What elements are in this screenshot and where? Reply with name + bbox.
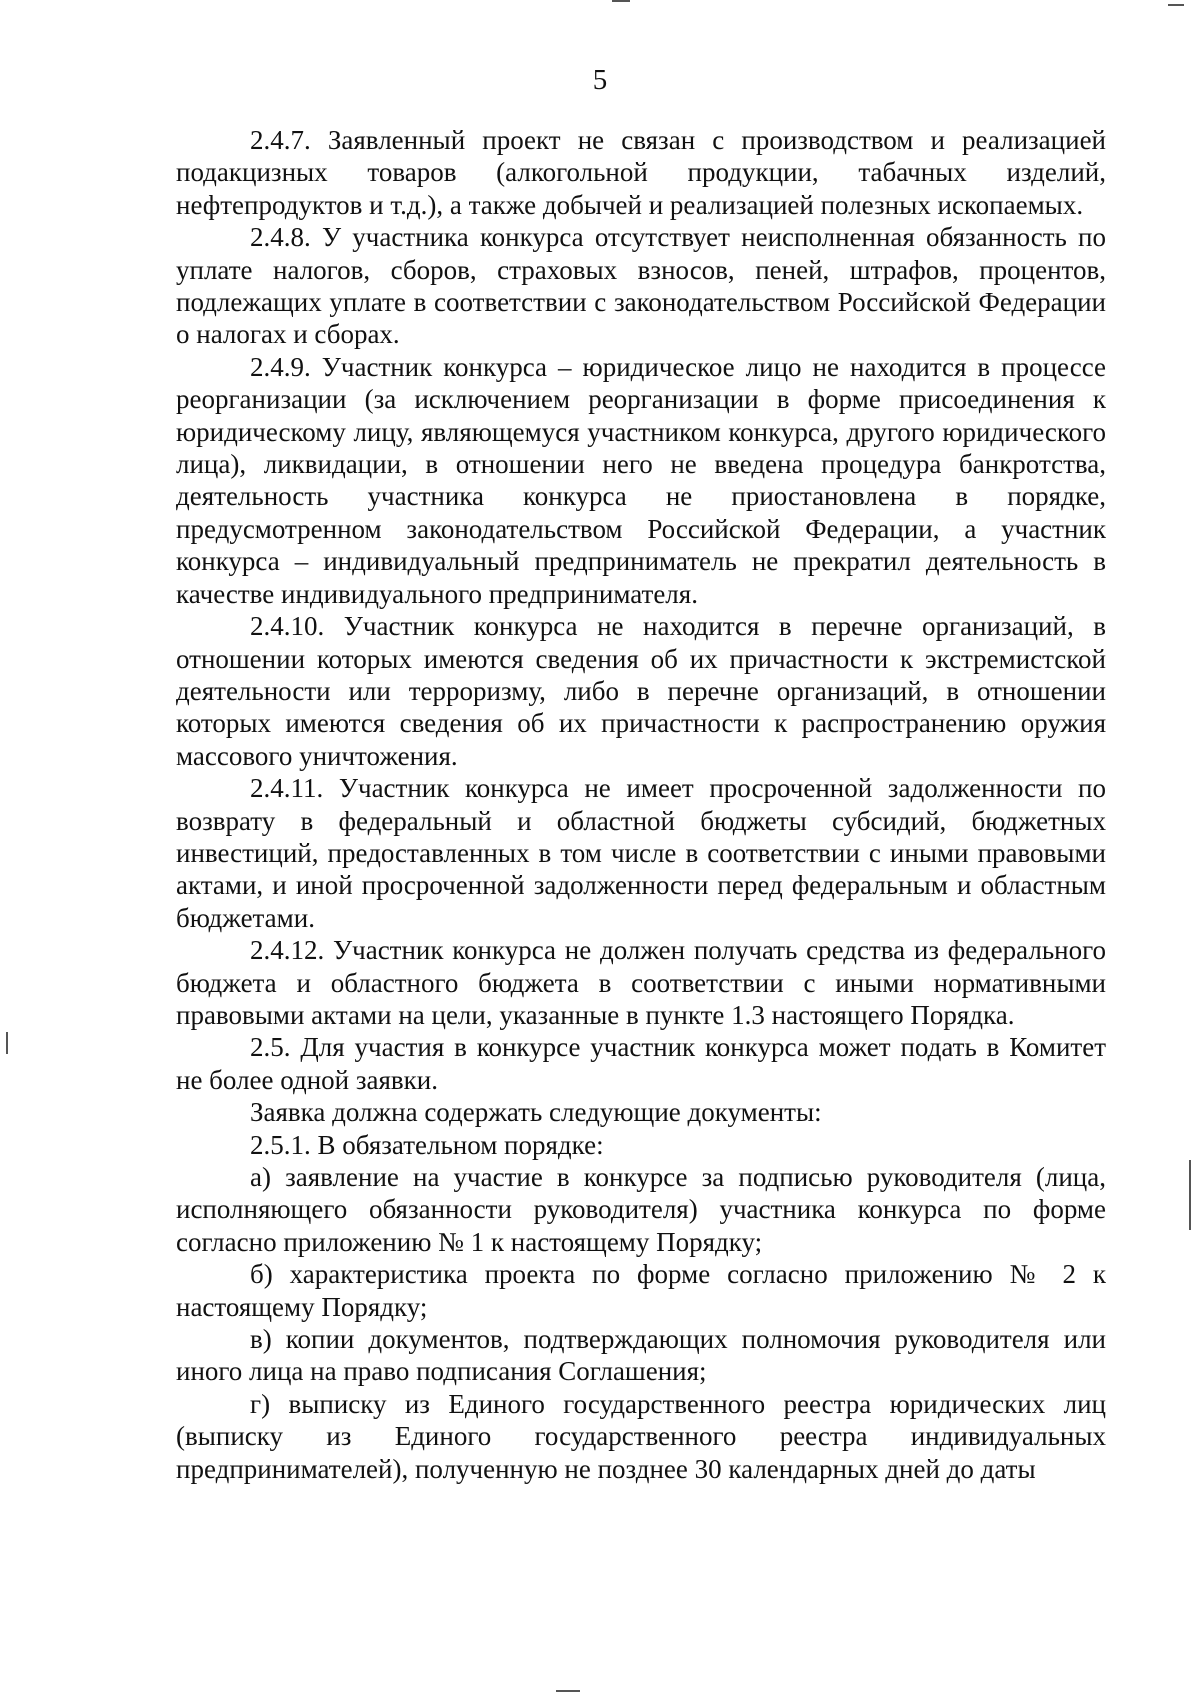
paragraph-2-4-12: 2.4.12. Участник конкурса не должен получать средства из федерального бюджета и областного бюджета в соответствии с иными нормативными правовыми актами на цели, указанные в пункте 1.3 настоящего Порядка.	[176, 935, 1106, 1030]
paragraph-2-4-8: 2.4.8. У участника конкурса отсутствует неисполненная обязанность по уплате налогов, сборов, страховых взносов, пеней, штрафов, процентов, подлежащих уплате в соответствии с законодательством Российской Федерации о налогах и сборах.	[176, 222, 1106, 350]
paragraph-application-documents: Заявка должна содержать следующие документы:	[250, 1097, 822, 1128]
scan-mark-top-right	[1168, 4, 1184, 6]
paragraph-2-4-7: 2.4.7. Заявленный проект не связан с производством и реализацией подакцизных товаров (алкогольной продукции, табачных изделий, нефтепродуктов и т.д.), а также добычей и реализацией полезных ископаемых.	[176, 125, 1106, 220]
scan-mark-top	[612, 0, 630, 2]
scan-mark-left	[6, 1032, 8, 1054]
list-item-a: а) заявление на участие в конкурсе за подписью руководителя (лица, исполняющего обязанности руководителя) участника конкурса по форме согласно приложению № 1 к настоящему Порядку;	[176, 1162, 1106, 1257]
scan-mark-bottom	[556, 1690, 580, 1692]
list-item-b: б) характеристика проекта по форме согласно приложению № 2 к настоящему Порядку;	[176, 1259, 1106, 1322]
list-item-v: в) копии документов, подтверждающих полномочия руководителя или иного лица на право подписания Соглашения;	[176, 1324, 1106, 1387]
paragraph-2-4-9: 2.4.9. Участник конкурса – юридическое лицо не находится в процессе реорганизации (за исключением реорганизации в форме присоединения к юридическому лицу, являющемуся участником конкурса, другого юридического лица), ликвидации, в отношении него не введена процедура банкротства, деятельность участника конкурса не приостановлена в порядке, предусмотренном законодательством Российской Федерации, а участник конкурса – индивидуальный предприниматель не прекратил деятельность в качестве индивидуального предпринимателя.	[176, 351, 1106, 609]
scan-mark-right	[1189, 1160, 1191, 1230]
paragraph-2-5-1: 2.5.1. В обязательном порядке:	[250, 1129, 604, 1160]
paragraph-2-5: 2.5. Для участия в конкурсе участник конкурса может подать в Комитет не более одной заявки.	[176, 1032, 1106, 1095]
paragraph-2-4-11: 2.4.11. Участник конкурса не имеет просроченной задолженности по возврату в федеральный и областной бюджеты субсидий, бюджетных инвестиций, предоставленных в том числе в соответствии с иными правовыми актами, и иной просроченной задолженности перед федеральным и областным бюджетами.	[176, 773, 1106, 933]
document-body	[176, 124, 1106, 1485]
page-number: 5	[592, 64, 608, 96]
paragraph-2-4-10: 2.4.10. Участник конкурса не находится в перечне организаций, в отношении которых имеются сведения об их причастности к экстремистской деятельности или терроризму, либо в перечне организаций, в отношении которых имеются сведения об их причастности к распространению оружия массового уничтожения.	[176, 611, 1106, 771]
list-item-g: г) выписку из Единого государственного реестра юридических лиц (выписку из Единого государственного реестра индивидуальных предпринимателей), полученную не позднее 30 календарных дней до даты	[176, 1388, 1106, 1484]
